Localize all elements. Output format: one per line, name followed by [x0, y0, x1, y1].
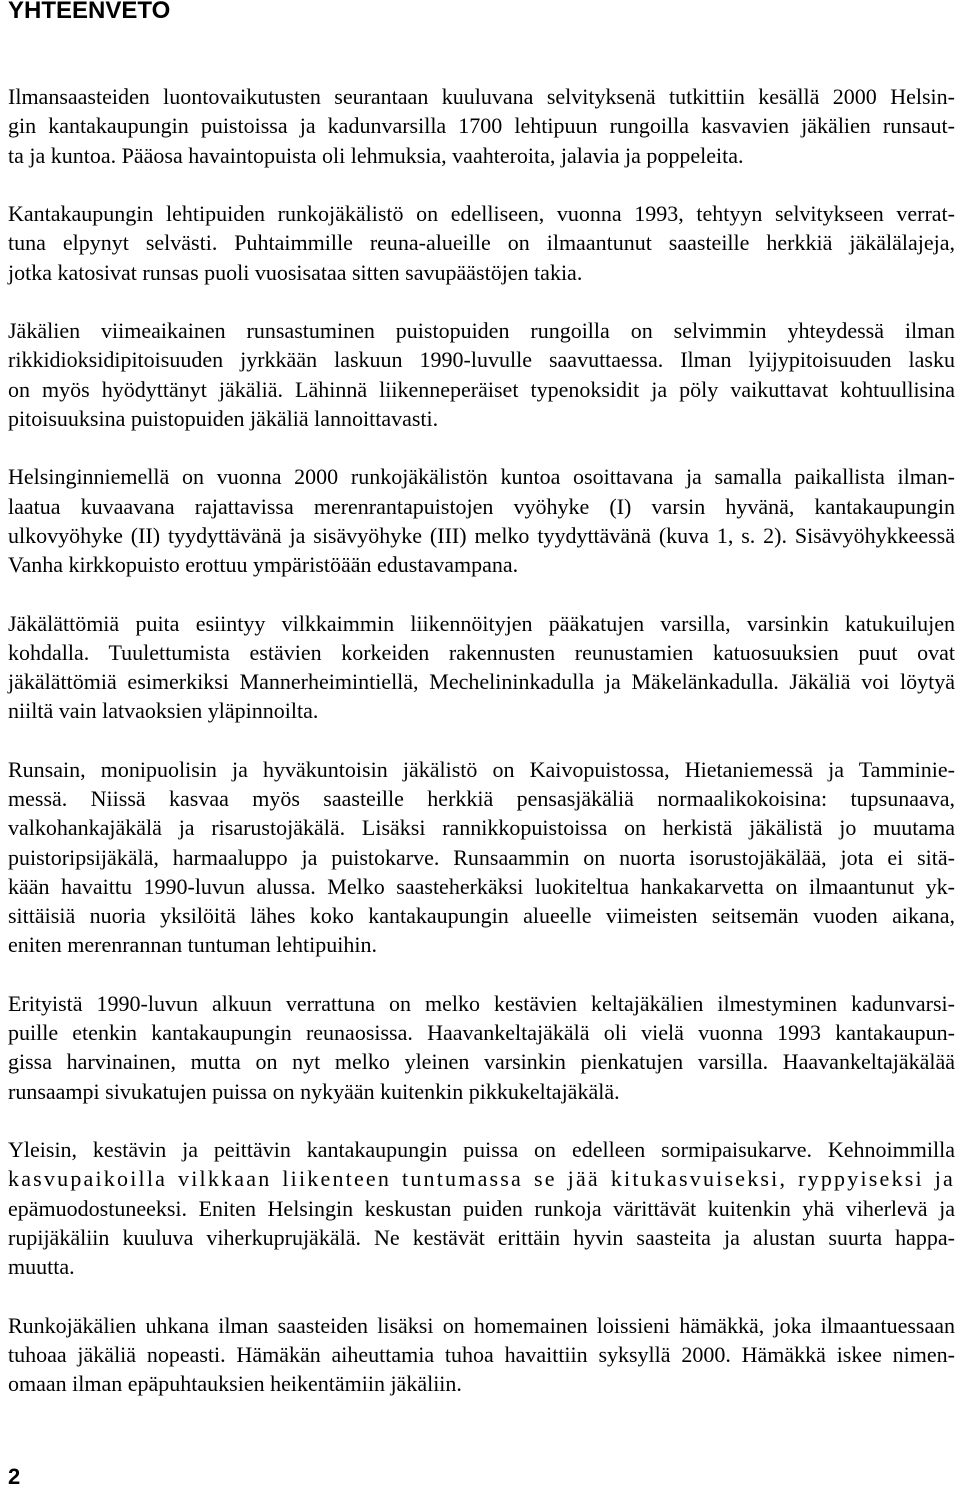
paragraph-3	[8, 316, 955, 433]
paragraph-7	[8, 989, 955, 1106]
text-line: Runkojäkälien uhkana ilman saasteiden lisäksi on homemainen loissieni hämäkkä, joka ilmaantuessaan	[8, 1312, 955, 1338]
text-line: rikkidioksidipitoisuuden jyrkkään laskuun 1990-luvulle saavuttaessa. Ilman lyijypitoisuuden lasku	[8, 347, 955, 373]
text-line: Erityistä 1990-luvun alkuun verrattuna on melko kestävien keltajäkälien ilmestyminen kadunvarsi-	[8, 990, 955, 1016]
text-line: rupijäkäliin kuuluva viherkuprujäkälä. Ne kestävät erittäin hyvin saasteita ja alustan suurta happa-	[8, 1224, 955, 1250]
text-line: ulkovyöhyke (II) tyydyttävänä ja sisävyöhyke (III) melko tyydyttävänä (kuva 1, s. 2). Sisävyöhykkeessä	[8, 522, 955, 548]
text-line: niiltä vain latvaoksien yläpinnoilta.	[8, 698, 319, 724]
text-line: omaan ilman epäpuhtauksien heikentämiin jäkäliin.	[8, 1371, 462, 1396]
text-line: Helsinginniemellä on vuonna 2000 runkojäkälistön kuntoa osoittavana ja samalla paikallista ilman-	[8, 464, 955, 490]
text-line: puille etenkin kantakaupungin reunaosissa. Haavankeltajäkälä oli vielä vuonna 1993 kantakaupun-	[8, 1020, 955, 1045]
text-line: Yleisin, kestävin ja peittävin kantakaupungin puissa on edelleen sormipaisukarve. Kehnoimmilla	[8, 1137, 955, 1162]
paragraph-6	[8, 755, 955, 960]
paragraph-4	[8, 462, 955, 579]
paragraph-2	[8, 199, 955, 287]
text-line: Jäkälien viimeaikainen runsastuminen puistopuiden rungoilla on selvimmin yhteydessä ilman	[8, 318, 955, 343]
paragraph-9	[8, 1311, 955, 1399]
text-line: muutta.	[8, 1254, 75, 1279]
text-line: kasvupaikoilla vilkkaan liikenteen tuntumassa se jää kitukasvuiseksi, ryppyiseksi ja	[8, 1166, 955, 1192]
paragraph-5	[8, 609, 955, 726]
text-line: Ilmansaasteiden luontovaikutusten seurantaan kuuluvana selvityksenä tutkittiin kesällä 2000 Helsin-	[8, 84, 955, 109]
text-line: eniten merenrannan tuntuman lehtipuihin.	[8, 932, 378, 958]
text-line: Jäkälättömiä puita esiintyy vilkkaimmin liikennöityjen pääkatujen varsilla, varsinkin katukuilujen	[8, 610, 955, 636]
text-line: Kantakaupungin lehtipuiden runkojäkälistö on edelliseen, vuonna 1993, tehtyyn selvitykseen verrat-	[8, 201, 955, 226]
text-line: tuhoaa jäkäliä nopeasti. Hämäkän aiheuttamia tuhoa havaittiin syksyllä 2000. Hämäkkä iskee nimen-	[8, 1341, 955, 1367]
summary-body	[8, 82, 955, 1428]
text-line: kään havaittu 1990-luvun alussa. Melko saasteherkäksi luokiteltua hankakarvetta on ilmaantunut yk-	[8, 873, 955, 899]
text-line: sittäisiä nuoria yksilöitä lähes koko kantakaupungin alueelle viimeisten seitsemän vuoden aikana,	[8, 903, 955, 928]
text-line: ta ja kuntoa. Pääosa havaintopuista oli lehmuksia, vaahteroita, jalavia ja poppeleita.	[8, 142, 744, 168]
text-line: gissa harvinainen, mutta on nyt melko yleinen varsinkin pienkatujen varsilla. Haavankeltajäkälää	[8, 1049, 955, 1075]
text-line: laatua kuvaavana rajattavissa merenrantapuistojen vyöhyke (I) varsin hyvänä, kantakaupungin	[8, 493, 955, 519]
text-line: jotka katosivat runsas puoli vuosisataa sitten savupäästöjen takia.	[8, 259, 583, 285]
text-line: jäkälättömiä esimerkiksi Mannerheimintiellä, Mechelininkadulla ja Mäkelänkadulla. Jäkäliä voi löytyä	[8, 669, 955, 694]
text-line: gin kantakaupungin puistoissa ja kadunvarsilla 1700 lehtipuun rungoilla kasvavien jäkälien runsaut-	[8, 113, 955, 139]
text-line: puistoripsijäkälä, harmaaluppo ja puistokarve. Runsaammin on nuorta isorustojäkälää, jota ei sitä-	[8, 844, 955, 870]
text-line: valkohankajäkälä ja risarustojäkälä. Lisäksi rannikkopuistoissa on herkistä jäkälistä jo muutama	[8, 815, 955, 841]
text-line: on myös hyödyttänyt jäkäliä. Lähinnä liikenneperäiset typenoksidit ja pöly vaikuttavat kohtuullisina	[8, 376, 955, 402]
text-line: tuna elpynyt selvästi. Puhtaimmille reuna-alueille on ilmaantunut saasteille herkkiä jäkälälajeja,	[8, 230, 955, 256]
text-line: messä. Niissä kasvaa myös saasteille herkkiä pensasjäkäliä normaalikokoisina: tupsunaava,	[8, 786, 955, 811]
text-line: pitoisuuksina puistopuiden jäkäliä lannoittavasti.	[8, 405, 439, 431]
text-line: Runsain, monipuolisin ja hyväkuntoisin jäkälistö on Kaivopuistossa, Hietaniemessä ja Tamminie-	[8, 756, 955, 782]
page-title: YHTEENVETO	[8, 0, 171, 24]
text-line: kohdalla. Tuulettumista estävien korkeiden rakennusten reunustamien katuosuuksien puut ovat	[8, 639, 955, 665]
text-line: runsaampi sivukatujen puissa on nykyään kuitenkin pikkukeltajäkälä.	[8, 1078, 620, 1104]
text-line: Vanha kirkkopuisto erottuu ympäristöään edustavampana.	[8, 552, 519, 577]
paragraph-1	[8, 82, 955, 170]
page-number: 2	[8, 1464, 21, 1489]
paragraph-8	[8, 1135, 955, 1281]
text-line: epämuodostuneeksi. Eniten Helsingin keskustan puiden runkoja värittävät kuitenkin yhä viherlevä ja	[8, 1195, 955, 1221]
